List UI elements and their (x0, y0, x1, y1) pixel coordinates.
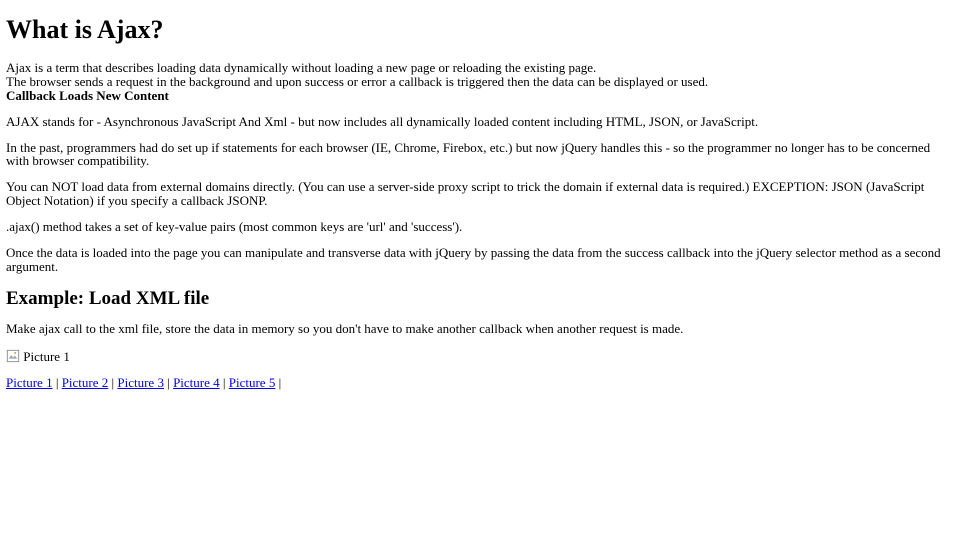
picture-alt-text: Picture 1 (23, 348, 70, 364)
picture-link-2[interactable]: Picture 2 (61, 374, 109, 390)
picture-link-3[interactable]: Picture 3 (117, 374, 164, 390)
page (0, 15, 960, 389)
paragraph-external-domains: You can NOT load data from external domains directly. (You can use a server-side proxy script to trick the domain if external data is required.) EXCEPTION: JSON (JavaScript Object Notation) if you specify a callback JSONP. (6, 179, 925, 209)
callback-subheading: Callback Loads New Content (6, 87, 169, 103)
paragraph-ajax-definition: AJAX stands for - Asynchronous JavaScript And Xml - but now includes all dynamically loaded content including HTML, JSON, or JavaScript. (6, 113, 759, 129)
link-separator: | (219, 374, 229, 390)
picture-link-1[interactable]: Picture 1 (6, 374, 53, 390)
example-heading: Example: Load XML file (6, 287, 210, 309)
intro-line-2: The browser sends a request in the background and upon success or error a callback is triggered then the data can be displayed or used. (6, 73, 709, 89)
link-separator: | (163, 374, 174, 390)
paragraph-manipulate-data: Once the data is loaded into the page you can manipulate and transverse data with jQuery by passing the data from the success callback into the jQuery selector method as a second argument. (6, 245, 941, 274)
picture-link-4[interactable]: Picture 4 (173, 374, 220, 390)
broken-image-icon (6, 349, 23, 364)
picture-link-5[interactable]: Picture 5 (228, 374, 276, 390)
picture-links (6, 376, 954, 390)
link-separator: | (275, 374, 282, 390)
picture-display (6, 349, 70, 364)
page-title: What is Ajax? (6, 15, 164, 44)
paragraph-ajax-method: .ajax() method takes a set of key-value pairs (most common keys are 'url' and 'success'). (6, 219, 463, 235)
intro-line-1: Ajax is a term that describes loading data dynamically without loading a new page or reloading the existing page. (6, 59, 597, 75)
paragraph-browser-compat: In the past, programmers had do set up if statements for each browser (IE, Chrome, Firebox, etc.) but now jQuery handles this - so the programmer no longer has to be concerned with browser compatibility. (6, 139, 931, 169)
example-description: Make ajax call to the xml file, store the data in memory so you don't have to make another callback when another request is made. (6, 320, 684, 336)
intro (6, 61, 954, 103)
link-separator: | (52, 374, 62, 390)
link-separator: | (108, 374, 118, 390)
